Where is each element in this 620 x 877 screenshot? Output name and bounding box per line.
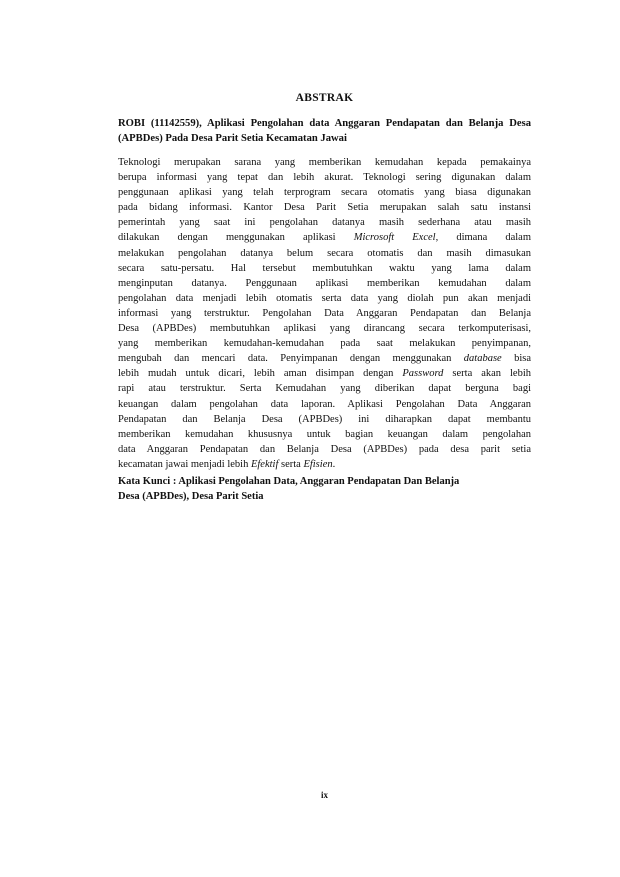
body-line: pada bidang informasi. Kantor Desa Parit Setia merupakan salah satu instansi — [118, 202, 531, 214]
body-line — [118, 366, 531, 381]
body-line: penggunaan aplikasi yang telah terprogram secara otomatis yang biasa digunakan — [118, 187, 531, 199]
abstract-body — [118, 155, 531, 472]
body-text-segment: mengubah dan mencari data. Penyimpanan dengan menggunakan — [118, 353, 464, 365]
body-line: rapi atau terstruktur. Serta Kemudahan yang diberikan dapat berguna bagi — [118, 383, 531, 395]
body-text-segment: dilakukan dengan menggunakan aplikasi — [118, 232, 354, 244]
body-text-segment: serta — [278, 458, 304, 470]
body-line — [118, 457, 531, 472]
body-line: Teknologi merupakan sarana yang memberikan kemudahan kepada pemakainya — [118, 157, 531, 168]
body-text-segment: dimana dalam — [438, 232, 531, 244]
abstract-heading: ROBI (11142559), Aplikasi Pengolahan data Anggaran Pendapatan dan Belanja Desa (APBDes) Pada Desa Parit Setia Kecamatan Jawai — [118, 118, 531, 144]
body-line: informasi yang terstruktur. Pengolahan Data Anggaran Pendapatan dan Belanja — [118, 307, 531, 319]
body-line: Pendapatan dan Belanja Desa (APBDes) ini diharapkan dapat membantu — [118, 413, 531, 425]
italic-term: Password — [402, 368, 444, 380]
italic-term: Efisien — [303, 458, 333, 470]
body-line: Desa (APBDes) membutuhkan aplikasi yang dirancang secara terkomputerisasi, — [118, 323, 531, 335]
body-line: melakukan pengolahan datanya belum secara otomatis dan masih dimasukan — [118, 247, 531, 259]
italic-term: database — [463, 353, 502, 365]
body-text-segment: bisa — [501, 353, 532, 365]
body-line — [118, 230, 531, 245]
body-line — [118, 351, 531, 366]
keywords — [118, 474, 531, 504]
body-line: menginputan datanya. Penggunaan aplikasi memberikan kemudahan dalam — [118, 277, 531, 289]
body-line: memberikan kemudahan khususnya untuk bagian keuangan dalam pengolahan — [118, 428, 531, 440]
body-text-segment: . — [332, 458, 336, 470]
keywords-line: Desa (APBDes), Desa Parit Setia — [118, 491, 264, 502]
body-line: pengolahan data menjadi lebih otomatis serta data yang diolah pun akan menjadi — [118, 292, 531, 304]
page-number: ix — [320, 790, 328, 800]
body-text-segment: lebih mudah untuk dicari, lebih aman disimpan dengan — [118, 368, 403, 380]
body-line: berupa informasi yang tepat dan lebih akurat. Teknologi sering digunakan dalam — [118, 172, 531, 184]
italic-term: Microsoft Excel, — [353, 232, 439, 244]
body-line: yang memberikan kemudahan-kemudahan pada saat melakukan penyimpanan, — [118, 338, 531, 350]
body-line: secara satu-persatu. Hal tersebut membutuhkan waktu yang lama dalam — [118, 262, 531, 274]
body-line: data Anggaran Pendapatan dan Belanja Desa (APBDes) pada desa parit setia — [118, 443, 531, 455]
body-line: pemerintah yang saat ini pengolahan datanya masih sederhana atau masih — [118, 217, 531, 229]
page-title: ABSTRAK — [295, 92, 354, 104]
body-line: keuangan dalam pengolahan data laporan. Aplikasi Pengolahan Data Anggaran — [118, 398, 531, 410]
keywords-line: Kata Kunci : Aplikasi Pengolahan Data, Anggaran Pendapatan Dan Belanja — [118, 476, 460, 487]
italic-term: Efektif — [250, 458, 279, 470]
body-text-segment: kecamatan jawai menjadi lebih — [118, 458, 251, 470]
body-text-segment: serta akan lebih — [443, 368, 532, 380]
